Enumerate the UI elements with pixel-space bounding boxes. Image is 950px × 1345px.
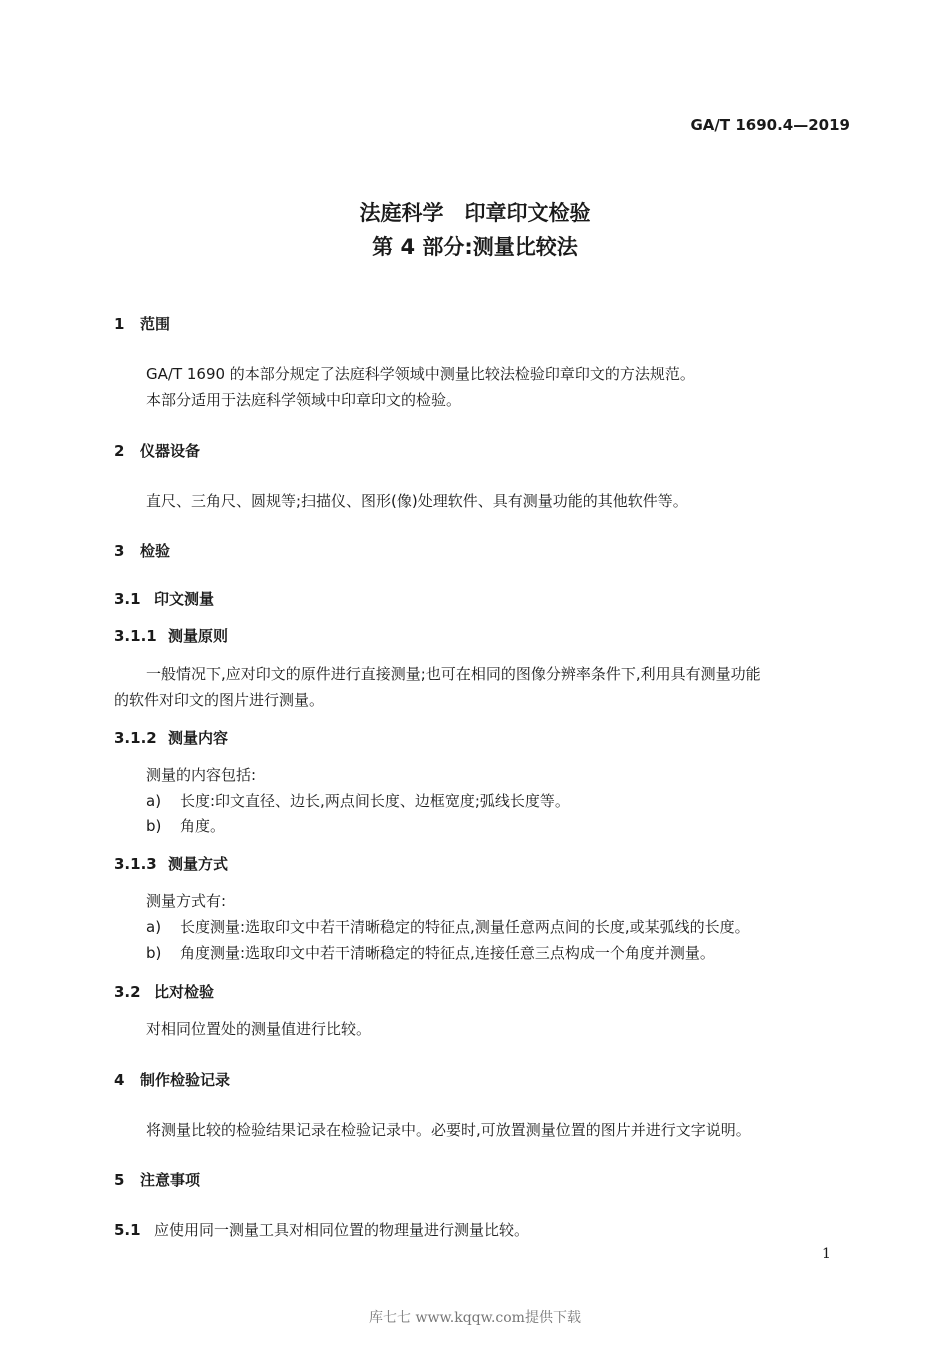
paragraph: 一般情况下,应对印文的原件进行直接测量;也可在相同的图像分辨率条件下,利用具有测量功能	[146, 665, 761, 683]
section-2-heading	[114, 441, 200, 461]
section-3-1-2-heading	[114, 728, 228, 748]
section-1-heading	[114, 314, 170, 334]
section-number: 3.2	[114, 983, 141, 1001]
footer-watermark: 库七七 www.kqqw.com提供下载	[369, 1310, 581, 1326]
list-text: 角度。	[180, 817, 226, 835]
list-marker: a)	[146, 918, 162, 936]
paragraph: GA/T 1690 的本部分规定了法庭科学领域中测量比较法检验印章印文的方法规范。	[146, 365, 695, 383]
section-number: 3.1.1	[114, 627, 157, 645]
list-marker: b)	[146, 817, 162, 835]
paragraph: 直尺、三角尺、圆规等;扫描仪、图形(像)处理软件、具有测量功能的其他软件等。	[146, 492, 688, 510]
section-3-1-3-heading	[114, 854, 228, 874]
section-title: 仪器设备	[140, 442, 201, 460]
document-subtitle: 第 4 部分:测量比较法	[372, 235, 578, 259]
list-marker: a)	[146, 792, 162, 810]
section-3-1-heading	[114, 589, 214, 609]
section-title: 制作检验记录	[140, 1071, 231, 1089]
list-text: 长度:印文直径、边长,两点间长度、边框宽度;弧线长度等。	[180, 792, 570, 810]
list-text: 长度测量:选取印文中若干清晰稳定的特征点,测量任意两点间的长度,或某弧线的长度。	[180, 918, 750, 936]
section-title: 比对检验	[154, 983, 215, 1001]
standard-number: GA/T 1690.4—2019	[690, 116, 850, 134]
section-title: 检验	[140, 542, 171, 560]
section-title: 测量原则	[168, 627, 229, 645]
section-3-heading	[114, 541, 170, 561]
section-3-2-heading	[114, 982, 214, 1002]
paragraph: 测量的内容包括:	[146, 766, 257, 784]
section-title: 注意事项	[140, 1171, 201, 1189]
paragraph: 的软件对印文的图片进行测量。	[114, 691, 325, 709]
paragraph: 本部分适用于法庭科学领域中印章印文的检验。	[146, 391, 462, 409]
section-5-1	[114, 1220, 529, 1240]
list-text: 角度测量:选取印文中若干清晰稳定的特征点,连接任意三点构成一个角度并测量。	[180, 944, 715, 962]
section-3-1-1-heading	[114, 626, 228, 646]
section-number: 3.1	[114, 590, 141, 608]
section-title: 测量方式	[168, 855, 229, 873]
section-number: 3.1.3	[114, 855, 157, 873]
paragraph: 对相同位置处的测量值进行比较。	[146, 1020, 372, 1038]
list-item	[146, 943, 715, 963]
page-number: 1	[822, 1246, 831, 1262]
section-number: 3	[114, 542, 125, 560]
section-4-heading	[114, 1070, 230, 1090]
list-item	[146, 791, 570, 811]
section-number: 4	[114, 1071, 125, 1089]
paragraph: 将测量比较的检验结果记录在检验记录中。必要时,可放置测量位置的图片并进行文字说明。	[146, 1121, 751, 1139]
section-text: 应使用同一测量工具对相同位置的物理量进行测量比较。	[154, 1221, 530, 1239]
document-title: 法庭科学 印章印文检验	[359, 201, 591, 225]
list-item	[146, 917, 750, 937]
section-number: 5.1	[114, 1221, 141, 1239]
list-item	[146, 816, 225, 836]
section-title: 范围	[140, 315, 171, 333]
section-title: 印文测量	[154, 590, 215, 608]
section-number: 2	[114, 442, 125, 460]
section-5-heading	[114, 1170, 200, 1190]
section-title: 测量内容	[168, 729, 229, 747]
section-number: 1	[114, 315, 125, 333]
paragraph: 测量方式有:	[146, 892, 227, 910]
list-marker: b)	[146, 944, 162, 962]
section-number: 3.1.2	[114, 729, 157, 747]
section-number: 5	[114, 1171, 125, 1189]
